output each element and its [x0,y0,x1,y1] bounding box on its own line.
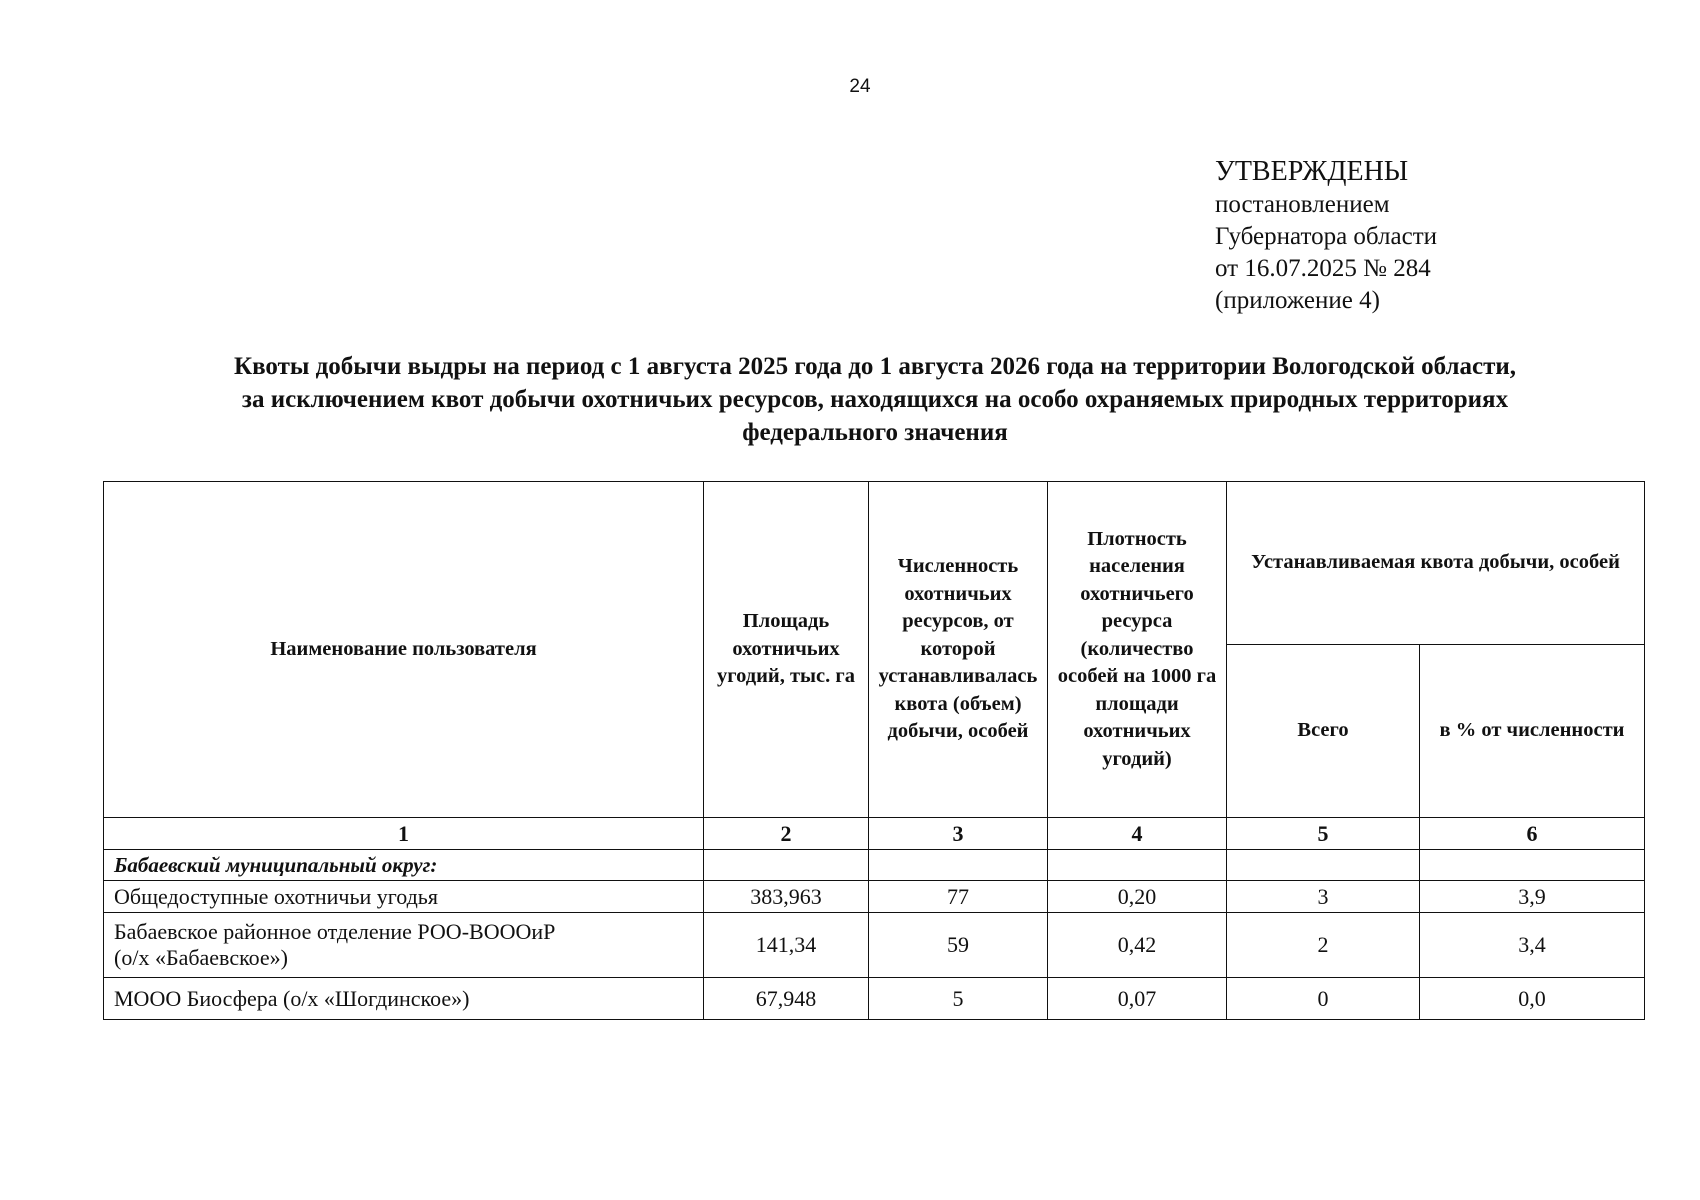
cell-area: 141,34 [704,913,869,978]
title-line: Квоты добычи выдры на период с 1 августа 2025 года до 1 августа 2026 года на территории Вологодской области, [233,353,1517,380]
column-number-row [104,818,1645,850]
section-title: Бабаевский муниципальный округ: [104,850,704,881]
approval-line: постановлением [1215,191,1390,218]
title-line: федерального значения [742,419,1008,446]
header-area: Площадь охотничьих угодий, тыс. га [704,482,869,818]
approval-line: Губернатора области [1215,223,1437,250]
header-quota-percent: в % от численности [1420,645,1645,818]
column-number: 5 [1227,818,1420,850]
table-row [104,978,1645,1020]
cell-name [104,913,704,978]
title-line: за исключением квот добычи охотничьих ресурсов, находящихся на особо охраняемых природных территориях [241,386,1509,413]
cell-name-line: Бабаевское районное отделение РОО-ВОООиР [114,919,556,944]
quota-table [103,481,1645,1020]
cell-quota-percent: 3,4 [1420,913,1645,978]
cell-population: 5 [869,978,1048,1020]
page-number: 24 [849,76,871,97]
cell-density: 0,42 [1048,913,1227,978]
header-population: Численность охотничьих ресурсов, от которой устанавливалась квота (объем) добычи, особей [869,482,1048,818]
document-title [105,350,1645,449]
header-quota-total: Всего [1227,645,1420,818]
column-number: 1 [104,818,704,850]
cell-quota-percent: 3,9 [1420,881,1645,913]
column-number: 4 [1048,818,1227,850]
table-row [104,913,1645,978]
approval-heading: УТВЕРЖДЕНЫ [1215,156,1409,187]
cell-name: МООО Биосфера (о/х «Шогдинское») [104,978,704,1020]
header-quota-group: Устанавливаемая квота добычи, особей [1227,482,1645,645]
table-row [104,881,1645,913]
cell-quota-total: 2 [1227,913,1420,978]
column-number: 6 [1420,818,1645,850]
cell-quota-percent: 0,0 [1420,978,1645,1020]
cell-quota-total: 0 [1227,978,1420,1020]
cell-name-line: (о/х «Бабаевское») [114,945,289,970]
approval-line: (приложение 4) [1215,287,1380,314]
cell-density: 0,20 [1048,881,1227,913]
cell-population: 77 [869,881,1048,913]
approval-block [1215,155,1437,317]
approval-line: от 16.07.2025 № 284 [1215,255,1431,282]
header-name: Наименование пользователя [104,482,704,818]
cell-density: 0,07 [1048,978,1227,1020]
cell-area: 383,963 [704,881,869,913]
cell-quota-total: 3 [1227,881,1420,913]
cell-population: 59 [869,913,1048,978]
column-number: 2 [704,818,869,850]
cell-area: 67,948 [704,978,869,1020]
column-number: 3 [869,818,1048,850]
section-row [104,850,1645,881]
header-density: Плотность населения охотничьего ресурса (количество особей на 1000 га площади охотничьих угодий) [1048,482,1227,818]
cell-name: Общедоступные охотничьи угодья [104,881,704,913]
